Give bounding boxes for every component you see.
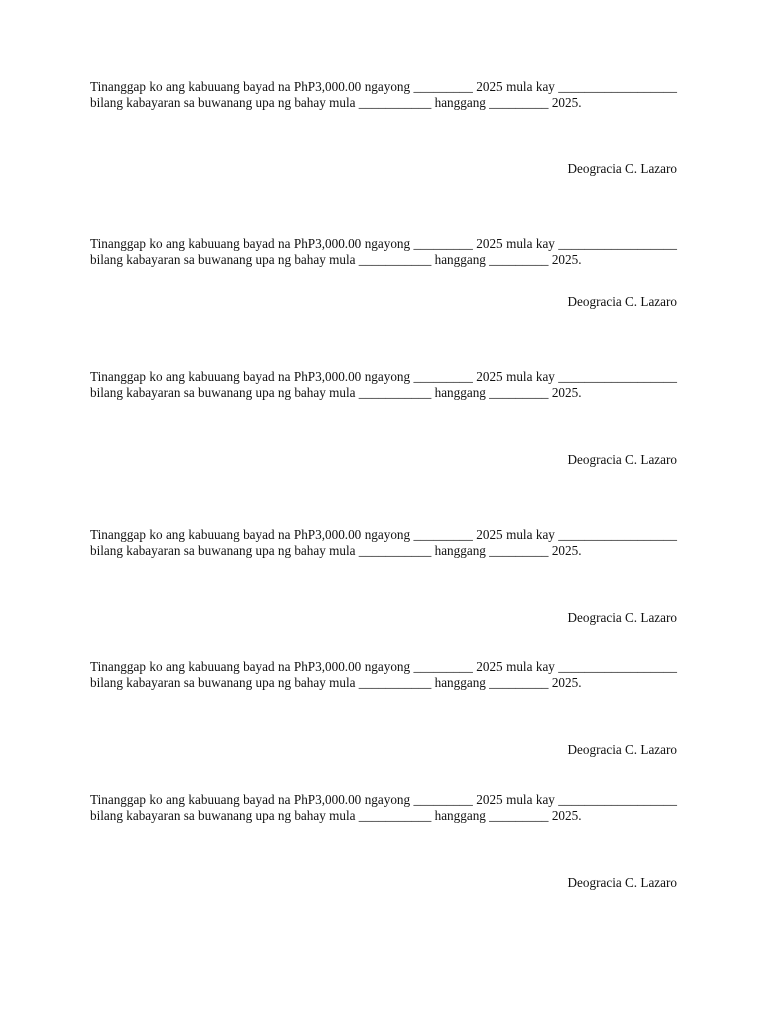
receipt-text: Tinanggap ko ang kabuuang bayad na PhP3,000.00 ngayong _________ 2025 mula kay __________________ bilang kabayaran sa buwanang upa ng bahay mula ___________ hanggang _________ 2025. <box>90 792 677 824</box>
signatory-name: Deogracia C. Lazaro <box>567 742 677 757</box>
receipt-text: Tinanggap ko ang kabuuang bayad na PhP3,000.00 ngayong _________ 2025 mula kay __________________ bilang kabayaran sa buwanang upa ng bahay mula ___________ hanggang _________ 2025. <box>90 236 677 268</box>
signatory-name: Deogracia C. Lazaro <box>567 452 677 467</box>
signatory-name: Deogracia C. Lazaro <box>567 161 677 176</box>
receipt-text: Tinanggap ko ang kabuuang bayad na PhP3,000.00 ngayong _________ 2025 mula kay __________________ bilang kabayaran sa buwanang upa ng bahay mula ___________ hanggang _________ 2025. <box>90 527 677 559</box>
receipt-text: Tinanggap ko ang kabuuang bayad na PhP3,000.00 ngayong _________ 2025 mula kay __________________ bilang kabayaran sa buwanang upa ng bahay mula ___________ hanggang _________ 2025. <box>90 79 677 111</box>
receipt-text: Tinanggap ko ang kabuuang bayad na PhP3,000.00 ngayong _________ 2025 mula kay __________________ bilang kabayaran sa buwanang upa ng bahay mula ___________ hanggang _________ 2025. <box>90 369 677 401</box>
signatory-name: Deogracia C. Lazaro <box>567 294 677 309</box>
receipt-5 <box>90 659 677 757</box>
signatory-name: Deogracia C. Lazaro <box>567 610 677 625</box>
signatory-name: Deogracia C. Lazaro <box>567 875 677 890</box>
receipt-2 <box>90 236 677 309</box>
receipt-3 <box>90 369 677 467</box>
receipt-6 <box>90 792 677 890</box>
receipt-1 <box>90 79 677 176</box>
receipt-text: Tinanggap ko ang kabuuang bayad na PhP3,000.00 ngayong _________ 2025 mula kay __________________ bilang kabayaran sa buwanang upa ng bahay mula ___________ hanggang _________ 2025. <box>90 659 677 691</box>
receipt-4 <box>90 527 677 625</box>
